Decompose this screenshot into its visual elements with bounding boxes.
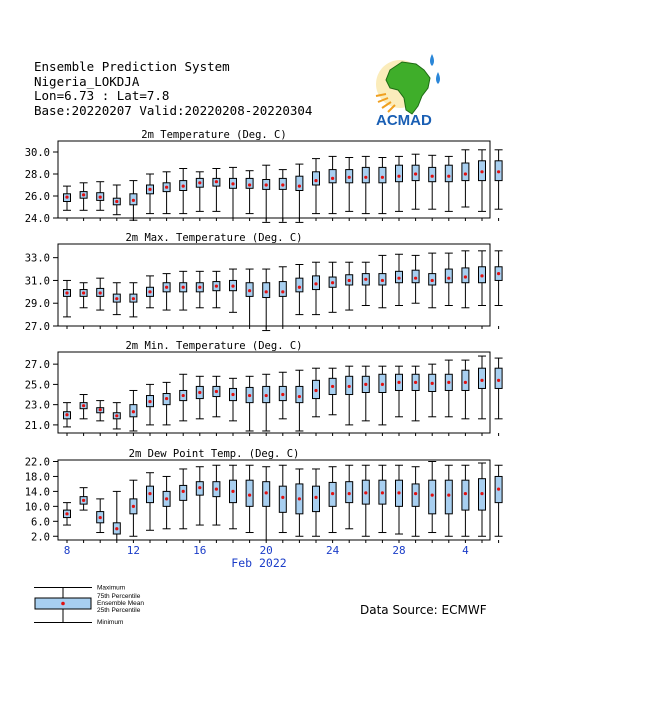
mean-point	[298, 185, 301, 188]
box-4	[113, 403, 121, 429]
mean-point	[265, 491, 268, 494]
box-14	[279, 372, 287, 419]
mean-point	[215, 180, 218, 183]
box-8	[179, 469, 187, 529]
mean-point	[115, 200, 118, 203]
iqr-box	[362, 167, 369, 182]
mean-point	[115, 414, 118, 417]
mean-point	[447, 381, 450, 384]
iqr-box	[412, 270, 419, 283]
panel-frame	[58, 141, 490, 218]
mean-point	[381, 176, 384, 179]
box-24	[445, 156, 453, 211]
x-tick-label: 16	[193, 544, 207, 557]
box-16	[312, 469, 320, 536]
x-axis-label: Feb 2022	[231, 556, 287, 570]
box-22	[412, 366, 420, 421]
box-7	[163, 274, 171, 310]
box-5	[129, 181, 137, 221]
iqr-box	[462, 370, 469, 390]
box-12	[246, 465, 254, 532]
mean-point	[248, 494, 251, 497]
box-17	[329, 368, 337, 415]
x-tick-label: 12	[126, 544, 141, 557]
mean-point	[115, 527, 118, 530]
box-18	[345, 366, 353, 425]
mean-point	[364, 176, 367, 179]
y-tick-label: 2.0	[31, 531, 50, 544]
x-tick-label: 4	[462, 544, 469, 557]
box-24	[445, 360, 453, 417]
y-tick-label: 24.0	[24, 213, 50, 225]
mean-point	[447, 494, 450, 497]
box-19	[362, 366, 370, 421]
y-tick-label: 10.0	[24, 501, 50, 514]
box-6	[146, 473, 154, 531]
iqr-box	[279, 486, 286, 512]
box-4	[113, 491, 121, 540]
mean-point	[431, 494, 434, 497]
iqr-box	[445, 269, 452, 283]
iqr-box	[445, 480, 452, 514]
y-tick-label: 30.0	[24, 147, 50, 159]
mean-point	[331, 492, 334, 495]
box-1	[63, 280, 71, 316]
mean-point	[331, 385, 334, 388]
panel-4	[25, 448, 503, 570]
panel-3	[25, 340, 503, 436]
mean-point	[464, 492, 467, 495]
box-1	[63, 503, 71, 525]
mean-point	[464, 172, 467, 175]
box-8	[179, 169, 187, 214]
box-19	[362, 465, 370, 536]
mean-point	[348, 492, 351, 495]
box-16	[312, 368, 320, 417]
box-25	[461, 251, 469, 308]
x-tick-label: 20	[259, 544, 273, 557]
box-23	[428, 253, 436, 308]
box-9	[196, 467, 204, 525]
y-tick-label: 31.0	[24, 275, 50, 288]
mean-point	[148, 290, 151, 293]
box-12	[246, 171, 254, 214]
box-10	[212, 376, 220, 417]
mean-point	[364, 491, 367, 494]
box-19	[362, 262, 370, 305]
box-17	[329, 156, 337, 213]
box-10	[212, 271, 220, 307]
mean-point	[480, 492, 483, 495]
iqr-box	[296, 278, 303, 292]
mean-point	[182, 286, 185, 289]
mean-point	[364, 383, 367, 386]
mean-point	[148, 400, 151, 403]
y-tick-label: 26.0	[24, 191, 50, 203]
mean-point	[82, 499, 85, 502]
box-25	[461, 465, 469, 536]
mean-point	[148, 188, 151, 191]
box-17	[329, 262, 337, 312]
box-12	[246, 376, 254, 431]
box-25	[461, 360, 469, 419]
iqr-box	[429, 480, 436, 514]
iqr-box	[296, 176, 303, 190]
box-22	[412, 255, 420, 303]
box-14	[279, 170, 287, 223]
legend-mean: Ensemble Mean	[97, 600, 144, 607]
iqr-box	[246, 178, 253, 188]
box-18	[345, 465, 353, 529]
mean-point	[348, 385, 351, 388]
x-tick-label: 24	[325, 544, 340, 557]
box-11	[229, 167, 237, 218]
y-tick-label: 33.0	[24, 252, 50, 265]
mean-point	[464, 275, 467, 278]
box-18	[345, 262, 353, 310]
box-8	[179, 374, 187, 421]
box-21	[395, 366, 403, 417]
mean-point	[132, 199, 135, 202]
iqr-box	[329, 170, 336, 183]
box-21	[395, 254, 403, 305]
box-18	[345, 158, 353, 212]
box-13	[262, 269, 270, 331]
iqr-box	[445, 165, 452, 182]
mean-point	[497, 170, 500, 173]
mean-point	[165, 397, 168, 400]
mean-point	[65, 512, 68, 515]
box-26	[478, 150, 486, 212]
mean-point	[414, 381, 417, 384]
mean-point	[431, 175, 434, 178]
mean-point	[281, 393, 284, 396]
box-6	[146, 174, 154, 214]
panel-frame	[58, 460, 490, 540]
panel-title: 2m Dew Point Temp. (Deg. C)	[128, 448, 300, 460]
box-2	[80, 488, 88, 510]
box-13	[262, 165, 270, 222]
mean-point	[414, 277, 417, 280]
box-11	[229, 465, 237, 529]
mean-point	[265, 394, 268, 397]
box-10	[212, 465, 220, 525]
box-24	[445, 465, 453, 536]
box-11	[229, 269, 237, 312]
mean-point	[497, 488, 500, 491]
mean-point	[182, 185, 185, 188]
box-5	[129, 390, 137, 431]
iqr-box	[296, 386, 303, 402]
panel-title: 2m Min. Temperature (Deg. C)	[125, 340, 303, 352]
mean-point	[231, 182, 234, 185]
box-26	[478, 463, 486, 536]
box-22	[412, 467, 420, 537]
box-13	[262, 374, 270, 431]
box-20	[378, 255, 386, 307]
box-23	[428, 364, 436, 417]
mean-point	[381, 383, 384, 386]
iqr-box	[379, 167, 386, 182]
mean-point	[480, 274, 483, 277]
box-15	[295, 265, 303, 315]
mean-point	[215, 390, 218, 393]
panel-title: 2m Temperature (Deg. C)	[141, 129, 287, 141]
box-15	[295, 370, 303, 431]
box-10	[212, 169, 220, 212]
y-tick-label: 25.0	[24, 379, 50, 392]
mean-point	[99, 516, 102, 519]
box-3	[96, 278, 104, 310]
box-3	[96, 401, 104, 421]
mean-point	[447, 175, 450, 178]
panel-frame	[58, 244, 490, 326]
mean-point	[198, 391, 201, 394]
mean-point	[65, 196, 68, 199]
box-27	[495, 150, 503, 209]
mean-point	[298, 497, 301, 500]
legend-min: Minimum	[97, 619, 124, 626]
iqr-box	[396, 165, 403, 182]
box-11	[229, 378, 237, 421]
y-tick-label: 22.0	[24, 456, 50, 469]
iqr-box	[479, 368, 486, 388]
mean-point	[314, 179, 317, 182]
mean-point	[82, 193, 85, 196]
box-2	[80, 283, 88, 308]
box-21	[395, 465, 403, 534]
mean-point	[281, 290, 284, 293]
mean-point	[447, 277, 450, 280]
mean-point	[397, 175, 400, 178]
y-tick-label: 28.0	[24, 169, 50, 181]
box-8	[179, 271, 187, 310]
mean-point	[231, 490, 234, 493]
box-16	[312, 262, 320, 314]
box-4	[113, 185, 121, 215]
mean-point	[497, 379, 500, 382]
mean-point	[182, 490, 185, 493]
mean-point	[99, 196, 102, 199]
iqr-box	[313, 172, 320, 185]
box-12	[246, 269, 254, 326]
mean-point	[165, 286, 168, 289]
box-26	[478, 251, 486, 306]
mean-point	[248, 183, 251, 186]
box-14	[279, 465, 287, 532]
mean-point	[497, 272, 500, 275]
x-tick-label: 8	[63, 544, 71, 557]
mean-point	[314, 389, 317, 392]
mean-point	[381, 491, 384, 494]
mean-point	[331, 177, 334, 180]
mean-point	[248, 394, 251, 397]
mean-point	[265, 183, 268, 186]
panel-1	[25, 129, 503, 225]
box-20	[378, 366, 386, 425]
box-1	[63, 403, 71, 427]
box-7	[163, 476, 171, 528]
base-valid-dates: Base:20220207 Valid:20220208-20220304	[34, 102, 313, 118]
box-15	[295, 469, 303, 536]
legend-p25: 25th Percentile	[97, 607, 141, 614]
y-tick-label: 23.0	[24, 399, 50, 412]
mean-point	[464, 381, 467, 384]
x-tick-label: 28	[392, 544, 406, 557]
mean-point	[215, 285, 218, 288]
box-15	[295, 164, 303, 222]
iqr-box	[246, 480, 253, 506]
mean-point	[198, 286, 201, 289]
mean-point	[348, 279, 351, 282]
mean-point	[480, 170, 483, 173]
y-tick-label: 6.0	[31, 516, 50, 529]
mean-point	[82, 291, 85, 294]
box-27	[495, 465, 503, 536]
iqr-box	[462, 163, 469, 181]
data-source: Data Source: ECMWF	[360, 603, 487, 617]
box-27	[495, 358, 503, 419]
mean-point	[298, 395, 301, 398]
mean-point	[431, 279, 434, 282]
mean-point	[397, 277, 400, 280]
legend-p75: 75th Percentile	[97, 593, 141, 600]
mean-point	[431, 382, 434, 385]
legend	[34, 584, 234, 628]
mean-point	[148, 492, 151, 495]
box-4	[113, 283, 121, 315]
legend-max: Maximum	[97, 584, 126, 592]
box-17	[329, 467, 337, 533]
y-tick-label: 27.0	[24, 359, 50, 372]
y-tick-label: 21.0	[24, 419, 50, 432]
box-23	[428, 461, 436, 532]
box-5	[129, 480, 137, 536]
station-coords: Lon=6.73 : Lat=7.8	[34, 88, 170, 103]
box-9	[196, 172, 204, 212]
box-5	[129, 283, 137, 317]
mean-point	[348, 176, 351, 179]
mean-point	[314, 282, 317, 285]
mean-point	[231, 285, 234, 288]
mean-point	[99, 408, 102, 411]
mean-point	[65, 413, 68, 416]
mean-point	[132, 505, 135, 508]
mean-point	[215, 488, 218, 491]
box-6	[146, 384, 154, 425]
mean-point	[314, 496, 317, 499]
mean-point	[298, 286, 301, 289]
box-23	[428, 155, 436, 209]
mean-point	[414, 172, 417, 175]
box-27	[495, 251, 503, 306]
mean-point	[281, 183, 284, 186]
logo-text: ACMAD	[376, 112, 432, 128]
mean-point	[265, 290, 268, 293]
y-tick-label: 29.0	[24, 298, 50, 311]
mean-point	[65, 291, 68, 294]
iqr-box	[263, 283, 270, 298]
box-19	[362, 156, 370, 213]
box-6	[146, 276, 154, 308]
iqr-box	[462, 268, 469, 283]
panel-2	[25, 232, 503, 333]
iqr-box	[279, 282, 286, 297]
box-1	[63, 186, 71, 210]
box-22	[412, 154, 420, 209]
box-2	[80, 183, 88, 211]
mean-point	[132, 297, 135, 300]
box-25	[461, 150, 469, 207]
box-14	[279, 267, 287, 326]
panel-frame	[58, 352, 490, 433]
mean-point	[414, 492, 417, 495]
mean-point	[331, 281, 334, 284]
box-20	[378, 158, 386, 214]
box-7	[163, 172, 171, 214]
station-name: Nigeria_LOKDJA	[34, 73, 140, 89]
mean-point	[99, 291, 102, 294]
iqr-box	[429, 167, 436, 181]
mean-point	[397, 491, 400, 494]
mean-point	[198, 486, 201, 489]
box-7	[163, 382, 171, 425]
y-tick-label: 27.0	[24, 321, 50, 333]
mean-point	[281, 496, 284, 499]
box-16	[312, 159, 320, 214]
box-26	[478, 356, 486, 419]
mean-point	[397, 381, 400, 384]
mean-point	[82, 404, 85, 407]
mean-point	[165, 497, 168, 500]
y-tick-label: 14.0	[24, 486, 50, 499]
header-title: Ensemble Prediction System	[34, 59, 230, 74]
mean-point	[364, 278, 367, 281]
mean-point	[182, 394, 185, 397]
box-2	[80, 395, 88, 419]
mean-point	[198, 181, 201, 184]
panel-title: 2m Max. Temperature (Deg. C)	[125, 232, 303, 244]
mean-point	[115, 297, 118, 300]
box-9	[196, 376, 204, 419]
box-9	[196, 271, 204, 307]
mean-point	[480, 379, 483, 382]
y-tick-label: 18.0	[24, 471, 50, 484]
mean-point	[132, 410, 135, 413]
mean-point	[381, 279, 384, 282]
box-13	[262, 467, 270, 540]
mean-point	[165, 186, 168, 189]
box-3	[96, 182, 104, 211]
mean-point	[248, 289, 251, 292]
box-24	[445, 253, 453, 305]
box-20	[378, 465, 386, 532]
box-3	[96, 499, 104, 533]
box-21	[395, 156, 403, 211]
mean-point	[231, 393, 234, 396]
iqr-box	[495, 368, 502, 388]
